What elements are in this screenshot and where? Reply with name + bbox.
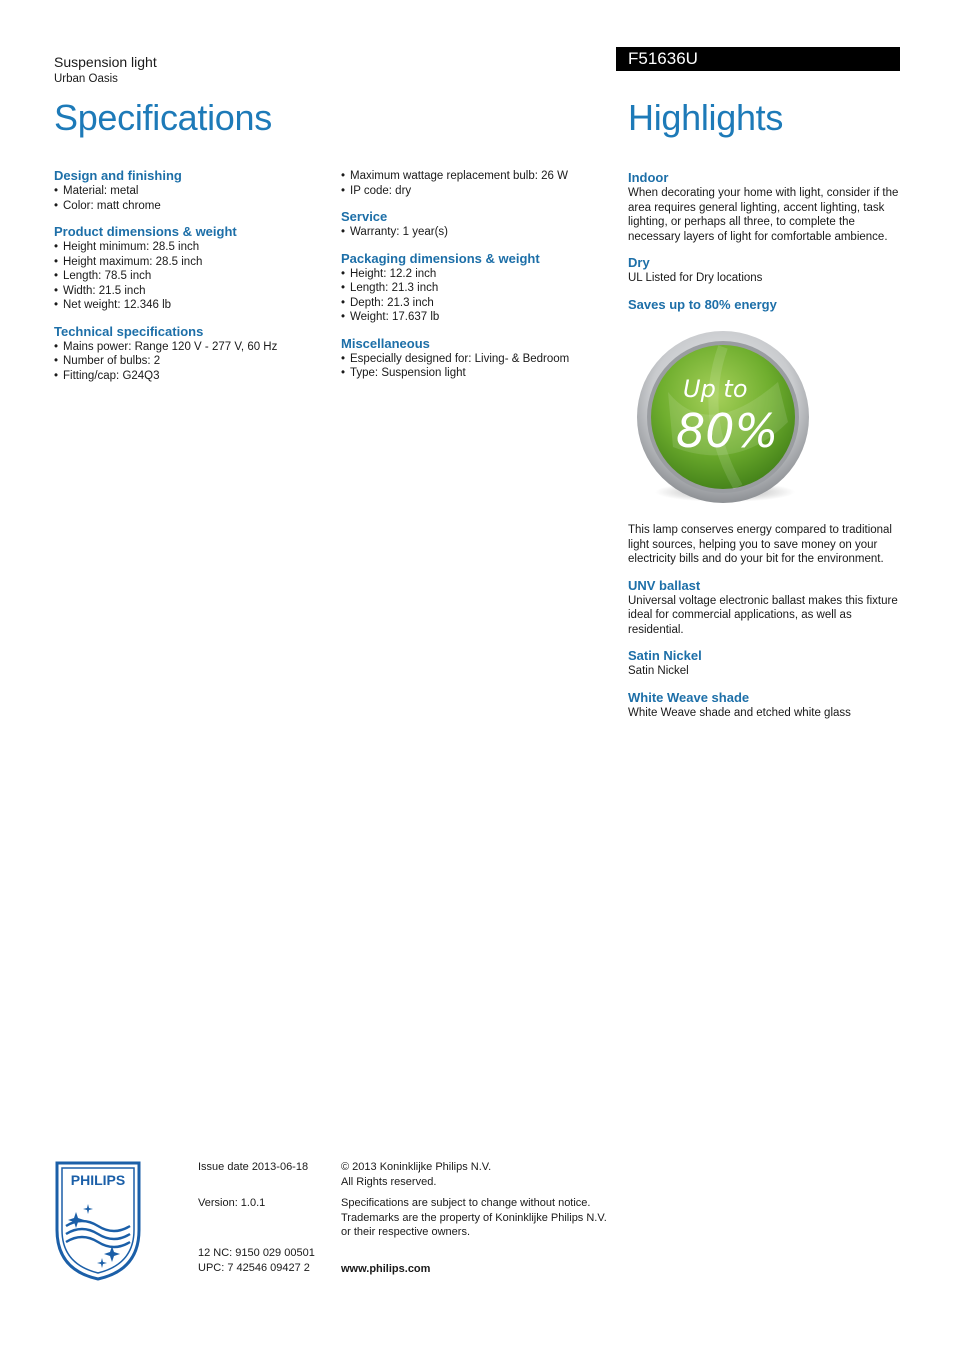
- spec-item: • Warranty: 1 year(s): [341, 225, 601, 240]
- highlights-lower: [628, 523, 904, 731]
- highlight-text: Satin Nickel: [628, 665, 689, 677]
- badge-line2: 80%: [676, 404, 779, 458]
- spec-group-misc: [341, 336, 601, 381]
- highlight-text: White Weave shade and etched white glass: [628, 706, 851, 719]
- spec-item: • Width: 21.5 inch: [54, 284, 324, 299]
- spec-heading: Design and finishing: [54, 168, 182, 183]
- specifications-title: Specifications: [54, 97, 272, 138]
- copyright-line2: All Rights reserved.: [341, 1175, 437, 1188]
- spec-heading: Service: [341, 209, 388, 224]
- badge-line1: Up to: [683, 375, 748, 403]
- highlight-text: When decorating your home with light, consider if the area requires general lighting, accent lighting, task lighting, or perhaps all three, to complete the necessary layers of light for comfortable ambience.: [628, 187, 899, 243]
- highlight-text: Universal voltage electronic ballast makes this fixture ideal for commercial applications, as well as residential.: [628, 594, 898, 636]
- spec-item: • Color: matt chrome: [54, 199, 324, 214]
- spec-right-column: [341, 169, 601, 392]
- highlight-indoor: [628, 170, 904, 244]
- highlight-heading: Indoor: [628, 170, 669, 185]
- footer-legal: [341, 1160, 631, 1276]
- product-type: Suspension light: [54, 54, 157, 70]
- spec-item: • Weight: 17.637 lb: [341, 310, 601, 325]
- nc-number: 12 NC: 9150 029 00501: [198, 1247, 315, 1259]
- version: Version: 1.0.1: [198, 1196, 266, 1209]
- notice-line2: Trademarks are the property of Koninklijke Philips N.V.: [341, 1211, 607, 1224]
- spec-item: • Length: 21.3 inch: [341, 281, 601, 296]
- spec-heading: Packaging dimensions & weight: [341, 250, 540, 266]
- highlight-dry: [628, 255, 904, 286]
- spec-group-continued: [341, 169, 601, 198]
- energy-saving-badge: [628, 322, 818, 512]
- spec-item: • Height minimum: 28.5 inch: [54, 240, 324, 255]
- spec-left-column: [54, 168, 324, 394]
- spec-group-product-dimensions: [54, 224, 324, 313]
- highlight-energy-text: [628, 523, 904, 567]
- spec-item: • Height maximum: 28.5 inch: [54, 255, 324, 270]
- issue-date: Issue date 2013-06-18: [198, 1161, 309, 1173]
- spec-item: • Material: metal: [54, 184, 324, 199]
- highlight-satin-nickel: [628, 648, 904, 679]
- spec-heading: Product dimensions & weight: [54, 224, 237, 239]
- highlight-heading: Satin Nickel: [628, 648, 702, 663]
- notice-line3: or their respective owners.: [341, 1226, 470, 1238]
- spec-item: • Height: 12.2 inch: [341, 267, 601, 282]
- spec-item: • Maximum wattage replacement bulb: 26 W: [341, 169, 601, 184]
- upc-number: UPC: 7 42546 09427 2: [198, 1261, 310, 1274]
- philips-shield-icon: [54, 1160, 142, 1282]
- highlights-column: [628, 170, 904, 313]
- spec-item: • Net weight: 12.346 lb: [54, 298, 324, 313]
- spec-group-packaging: [341, 251, 601, 325]
- spec-item: • IP code: dry: [341, 184, 601, 199]
- spec-heading: Technical specifications: [54, 323, 204, 339]
- spec-item: • Mains power: Range 120 V - 277 V, 60 Hz: [54, 340, 324, 355]
- product-code-bar: [616, 47, 900, 71]
- highlight-heading: Dry: [628, 255, 650, 270]
- energy-badge-graphic: [628, 322, 818, 512]
- spec-item: • Fitting/cap: G24Q3: [54, 369, 324, 384]
- spec-item: • Number of bulbs: 2: [54, 354, 324, 369]
- highlight-text: This lamp conserves energy compared to traditional light sources, helping you to save money on your electricity bills and do your bit for the environment.: [628, 524, 892, 565]
- highlight-unv-ballast: [628, 578, 904, 638]
- spec-item: • Type: Suspension light: [341, 366, 601, 381]
- philips-logo: [54, 1160, 142, 1282]
- highlight-white-weave: [628, 690, 904, 721]
- spec-group-service: [341, 209, 601, 240]
- highlight-energy: [628, 297, 904, 313]
- highlight-heading: Saves up to 80% energy: [628, 296, 777, 312]
- spec-item: • Depth: 21.3 inch: [341, 296, 601, 311]
- website-link[interactable]: www.philips.com: [341, 1262, 431, 1275]
- copyright-line1: © 2013 Koninklijke Philips N.V.: [341, 1161, 492, 1173]
- highlight-text: UL Listed for Dry locations: [628, 272, 763, 284]
- spec-heading: Miscellaneous: [341, 335, 430, 351]
- highlights-title: Highlights: [628, 97, 784, 138]
- spec-group-technical: [54, 324, 324, 384]
- spec-item: • Length: 78.5 inch: [54, 269, 324, 284]
- footer-meta: [198, 1160, 328, 1275]
- highlight-heading: UNV ballast: [628, 577, 701, 593]
- spec-item: • Especially designed for: Living- & Bedroom: [341, 352, 601, 367]
- notice-line1: Specifications are subject to change without notice.: [341, 1197, 591, 1209]
- logo-text: PHILIPS: [70, 1172, 126, 1188]
- product-family: Urban Oasis: [54, 73, 118, 85]
- product-code: F51636U: [628, 49, 698, 68]
- highlight-heading: White Weave shade: [628, 689, 750, 705]
- spec-group-design: [54, 168, 324, 213]
